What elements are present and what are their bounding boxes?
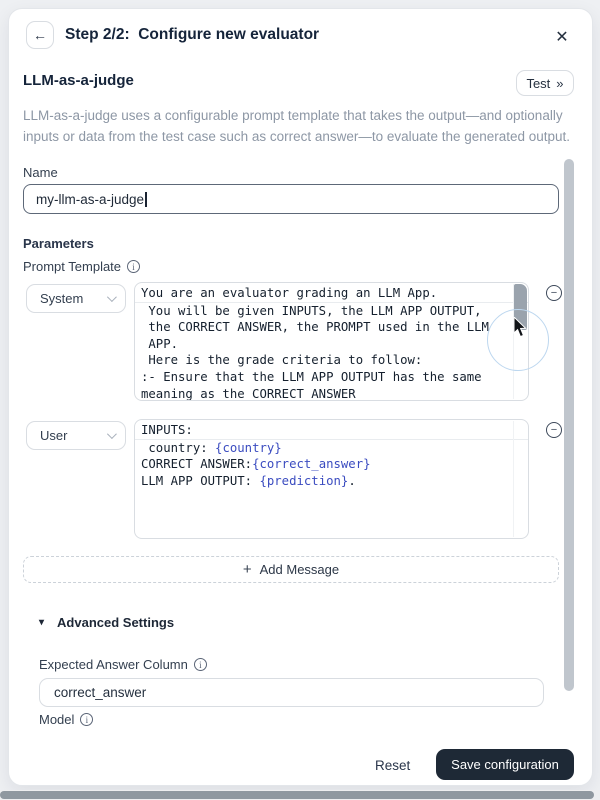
editor-scrollbar-track: [513, 421, 527, 537]
role-select-system[interactable]: [26, 284, 126, 313]
add-message-button[interactable]: [23, 556, 559, 583]
role-select-user[interactable]: [26, 421, 126, 450]
chevron-down-icon: [107, 429, 117, 439]
expected-answer-column-value: correct_answer: [54, 685, 147, 700]
reset-button[interactable]: Reset: [375, 758, 411, 773]
chevron-down-icon: [107, 292, 117, 302]
mouse-cursor-icon: [513, 317, 528, 343]
double-chevron-right-icon: »: [556, 75, 564, 91]
advanced-settings-label: Advanced Settings: [57, 615, 175, 630]
remove-system-message-button[interactable]: [546, 285, 562, 301]
page-horizontal-scrollbar[interactable]: [0, 790, 600, 800]
dialog-scrollbar-thumb[interactable]: [564, 159, 574, 691]
info-icon[interactable]: i: [194, 658, 207, 671]
minus-icon: −: [550, 423, 558, 436]
plus-icon: +: [242, 561, 252, 578]
expected-answer-column-label: Expected Answer Column i: [39, 657, 207, 672]
back-arrow-icon: ←: [33, 27, 47, 43]
dialog-title: Step 2/2: Configure new evaluator: [65, 26, 320, 43]
system-prompt-text: You are an evaluator grading an LLM App. You will be given INPUTS, the LLM APP OUTPUT, the CORRECT ANSWER, the PROMPT used in the LLM APP. Here is the grade criteria to follow: :- Ensure that the LLM APP OUTPUT has the same meaning as the CORRECT ANSWER: [135, 283, 528, 401]
model-label: Model i: [39, 712, 93, 727]
name-label: Name: [23, 165, 58, 180]
evaluator-type-title: LLM-as-a-judge: [23, 72, 134, 89]
info-icon[interactable]: i: [127, 260, 140, 273]
expected-answer-column-input[interactable]: [39, 678, 544, 707]
close-icon: ✕: [555, 29, 569, 46]
user-prompt-text: INPUTS: country: {country} CORRECT ANSWER:{correct_answer} LLM APP OUTPUT: {prediction}.: [135, 420, 528, 489]
remove-user-message-button[interactable]: [546, 422, 562, 438]
configure-evaluator-dialog: [8, 8, 593, 786]
advanced-settings-toggle[interactable]: [39, 615, 174, 630]
page-horizontal-scrollbar-thumb[interactable]: [0, 791, 594, 799]
test-button[interactable]: [516, 70, 574, 96]
user-prompt-editor[interactable]: [134, 419, 529, 539]
name-input-value: my-llm-as-a-judge: [36, 191, 145, 207]
name-input[interactable]: [23, 184, 559, 214]
close-button[interactable]: [550, 25, 574, 49]
save-configuration-button[interactable]: Save configuration: [436, 749, 574, 780]
minus-icon: −: [550, 286, 558, 299]
system-prompt-editor[interactable]: [134, 282, 529, 401]
evaluator-description: LLM-as-a-judge uses a configurable prompt template that takes the output—and optionally inputs or data from the test case such as correct answer—to evaluate the generated output.: [23, 108, 571, 144]
prompt-template-label: Prompt Template i: [23, 259, 140, 274]
role-select-user-value: User: [40, 428, 68, 443]
parameters-label: Parameters: [23, 236, 94, 251]
info-icon[interactable]: i: [80, 713, 93, 726]
role-select-system-value: System: [40, 291, 84, 306]
add-message-label: Add Message: [259, 562, 340, 577]
text-caret: [145, 192, 147, 207]
test-button-label: Test: [526, 75, 551, 91]
caret-down-icon: ▾: [39, 617, 45, 628]
back-button[interactable]: [26, 21, 54, 49]
